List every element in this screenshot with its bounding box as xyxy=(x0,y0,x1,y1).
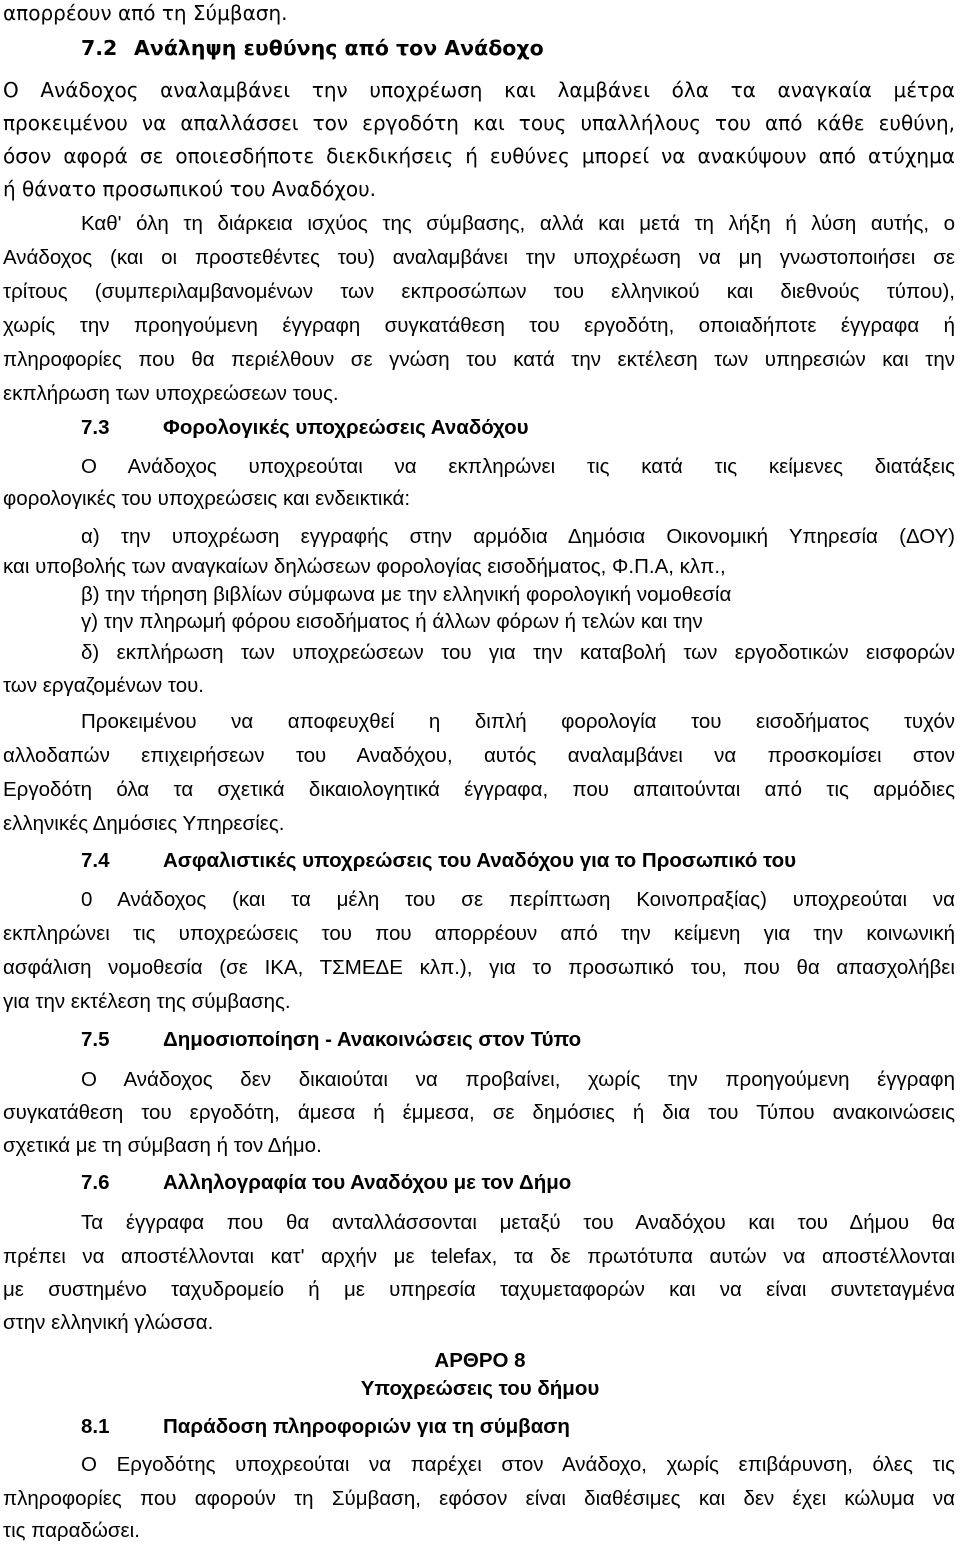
section-number: 7.5 xyxy=(81,1028,110,1051)
section-number: 7.4 xyxy=(81,849,110,872)
paragraph-line: Ο Ανάδοχος δεν δικαιούται να προβαίνει, χωρίς την προηγούμενη έγγραφη xyxy=(81,1068,955,1091)
section-title: Φορολογικές υποχρεώσεις Αναδόχου xyxy=(163,416,529,439)
section-number: 8.1 xyxy=(81,1415,110,1438)
paragraph-line: όσον αφορά σε οποιεσδήποτε διεκδικήσεις ή ευθύνες μπορεί να ανακύψουν από ατύχημα xyxy=(3,144,955,168)
paragraph-line: πληροφορίες που θα περιέλθουν σε γνώση του κατά την εκτέλεση των υπηρεσιών και την xyxy=(3,348,955,371)
paragraph-line: αλλοδαπών επιχειρήσεων του Αναδόχου, αυτός αναλαμβάνει να προσκομίσει στον xyxy=(3,744,955,767)
paragraph-line: τις παραδώσει. xyxy=(3,1519,140,1542)
paragraph-line: εκπλήρωση των υποχρεώσεων τους. xyxy=(3,382,339,405)
list-item: α) την υποχρέωση εγγραφής στην αρμόδια Δημόσια Οικονομική Υπηρεσία (ΔΟΥ) xyxy=(81,525,955,548)
section-title: Αλληλογραφία του Αναδόχου με τον Δήμο xyxy=(163,1171,572,1194)
paragraph-line: εκπληρώνει τις υποχρεώσεις του που απορρέουν από την κείμενη για την κοινωνική xyxy=(3,922,955,945)
list-item: γ) την πληρωμή φόρου εισοδήματος ή άλλων φόρων ή τελών και την xyxy=(81,610,703,633)
article-title: Υποχρεώσεις του δήμου xyxy=(360,1377,600,1400)
paragraph-line: Προκειμένου να αποφευχθεί η διπλή φορολογία του εισοδήματος τυχόν xyxy=(81,710,955,733)
section-title: Παράδοση πληροφοριών για τη σύμβαση xyxy=(163,1415,570,1438)
paragraph-line: 0 Ανάδοχος (και τα μέλη του σε περίπτωση Κοινοπραξίας) υποχρεούται να xyxy=(81,888,955,911)
paragraph-line: Καθ' όλη τη διάρκεια ισχύος της σύμβασης, αλλά και μετά τη λήξη ή λύση αυτής, ο xyxy=(81,212,955,235)
section-title: Δημοσιοποίηση - Ανακοινώσεις στον Τύπο xyxy=(163,1028,582,1051)
list-item: και υποβολής των αναγκαίων δηλώσεων φορολογίας εισοδήματος, Φ.Π.Α, κλπ., xyxy=(3,555,726,578)
paragraph-line: για την εκτέλεση της σύμβασης. xyxy=(3,990,291,1013)
article-heading: ΑΡΘΡΟ 8 xyxy=(434,1349,526,1372)
paragraph-line: συγκατάθεση του εργοδότη, άμεσα ή έμμεσα, σε δημόσιες ή δια του Τύπου ανακοινώσεις xyxy=(3,1101,955,1124)
paragraph-line: Ο Ανάδοχος αναλαμβάνει την υποχρέωση και λαμβάνει όλα τα αναγκαία μέτρα xyxy=(3,78,955,102)
paragraph-line: πρέπει να αποστέλλονται κατ' αρχήν με telefax, τα δε πρωτότυπα αυτών να αποστέλλονται xyxy=(3,1245,955,1268)
section-number: 7.2 xyxy=(81,36,118,60)
list-item: β) την τήρηση βιβλίων σύμφωνα με την ελληνική φορολογική νομοθεσία xyxy=(81,583,732,606)
paragraph-line: προκειμένου να απαλλάσσει τον εργοδότη και τους υπαλλήλους του από κάθε ευθύνη, xyxy=(3,111,955,135)
paragraph-line: στην ελληνική γλώσσα. xyxy=(3,1311,214,1334)
section-number: 7.6 xyxy=(81,1171,110,1194)
paragraph-line: τρίτους (συμπεριλαμβανομένων των εκπροσώπων του ελληνικού και διεθνούς τύπου), xyxy=(3,280,955,303)
paragraph-line: πληροφορίες που αφορούν τη Σύμβαση, εφόσον είναι διαθέσιμες και δεν έχει κώλυμα να xyxy=(3,1487,955,1510)
paragraph-line: σχετικά με τη σύμβαση ή τον Δήμο. xyxy=(3,1134,322,1157)
paragraph-line: Εργοδότη όλα τα σχετικά δικαιολογητικά έγγραφα, που απαιτούνται από τις αρμόδιες xyxy=(3,778,955,801)
section-title: Ανάληψη ευθύνης από τον Ανάδοχο xyxy=(134,36,544,60)
paragraph-line: απορρέουν από τη Σύμβαση. xyxy=(3,1,288,25)
section-number: 7.3 xyxy=(81,416,110,439)
paragraph-line: Ανάδοχος (και οι προστεθέντες του) αναλαμβάνει την υποχρέωση να μη γνωστοποιήσει σε xyxy=(3,246,955,269)
list-item: δ) εκπλήρωση των υποχρεώσεων του για την καταβολή των εργοδοτικών εισφορών xyxy=(81,641,955,664)
paragraph-line: Ο Ανάδοχος υποχρεούται να εκπληρώνει τις κατά τις κείμενες διατάξεις xyxy=(81,455,955,478)
paragraph-line: ελληνικές Δημόσιες Υπηρεσίες. xyxy=(3,812,285,835)
paragraph-line: Τα έγγραφα που θα ανταλλάσσονται μεταξύ του Αναδόχου και του Δήμου θα xyxy=(81,1211,955,1234)
paragraph-line: με συστημένο ταχυδρομείο ή με υπηρεσία ταχυμεταφορών και να είναι συντεταγμένα xyxy=(3,1278,955,1301)
paragraph-line: χωρίς την προηγούμενη έγγραφη συγκατάθεση του εργοδότη, οποιαδήποτε έγγραφα ή xyxy=(3,314,955,337)
paragraph-line: Ο Εργοδότης υποχρεούται να παρέχει στον Ανάδοχο, χωρίς επιβάρυνση, όλες τις xyxy=(81,1453,955,1476)
paragraph-line: ή θάνατο προσωπικού του Αναδόχου. xyxy=(3,177,377,201)
paragraph-line: ασφάλιση νομοθεσία (σε ΙΚΑ, ΤΣΜΕΔΕ κλπ.), για το προσωπικό του, που θα απασχολήβει xyxy=(3,956,955,979)
section-title: Ασφαλιστικές υποχρεώσεις του Αναδόχου για το Προσωπικό του xyxy=(163,849,797,872)
list-item: των εργαζομένων του. xyxy=(3,674,204,697)
paragraph-line: φορολογικές του υποχρεώσεις και ενδεικτικά: xyxy=(3,487,411,510)
